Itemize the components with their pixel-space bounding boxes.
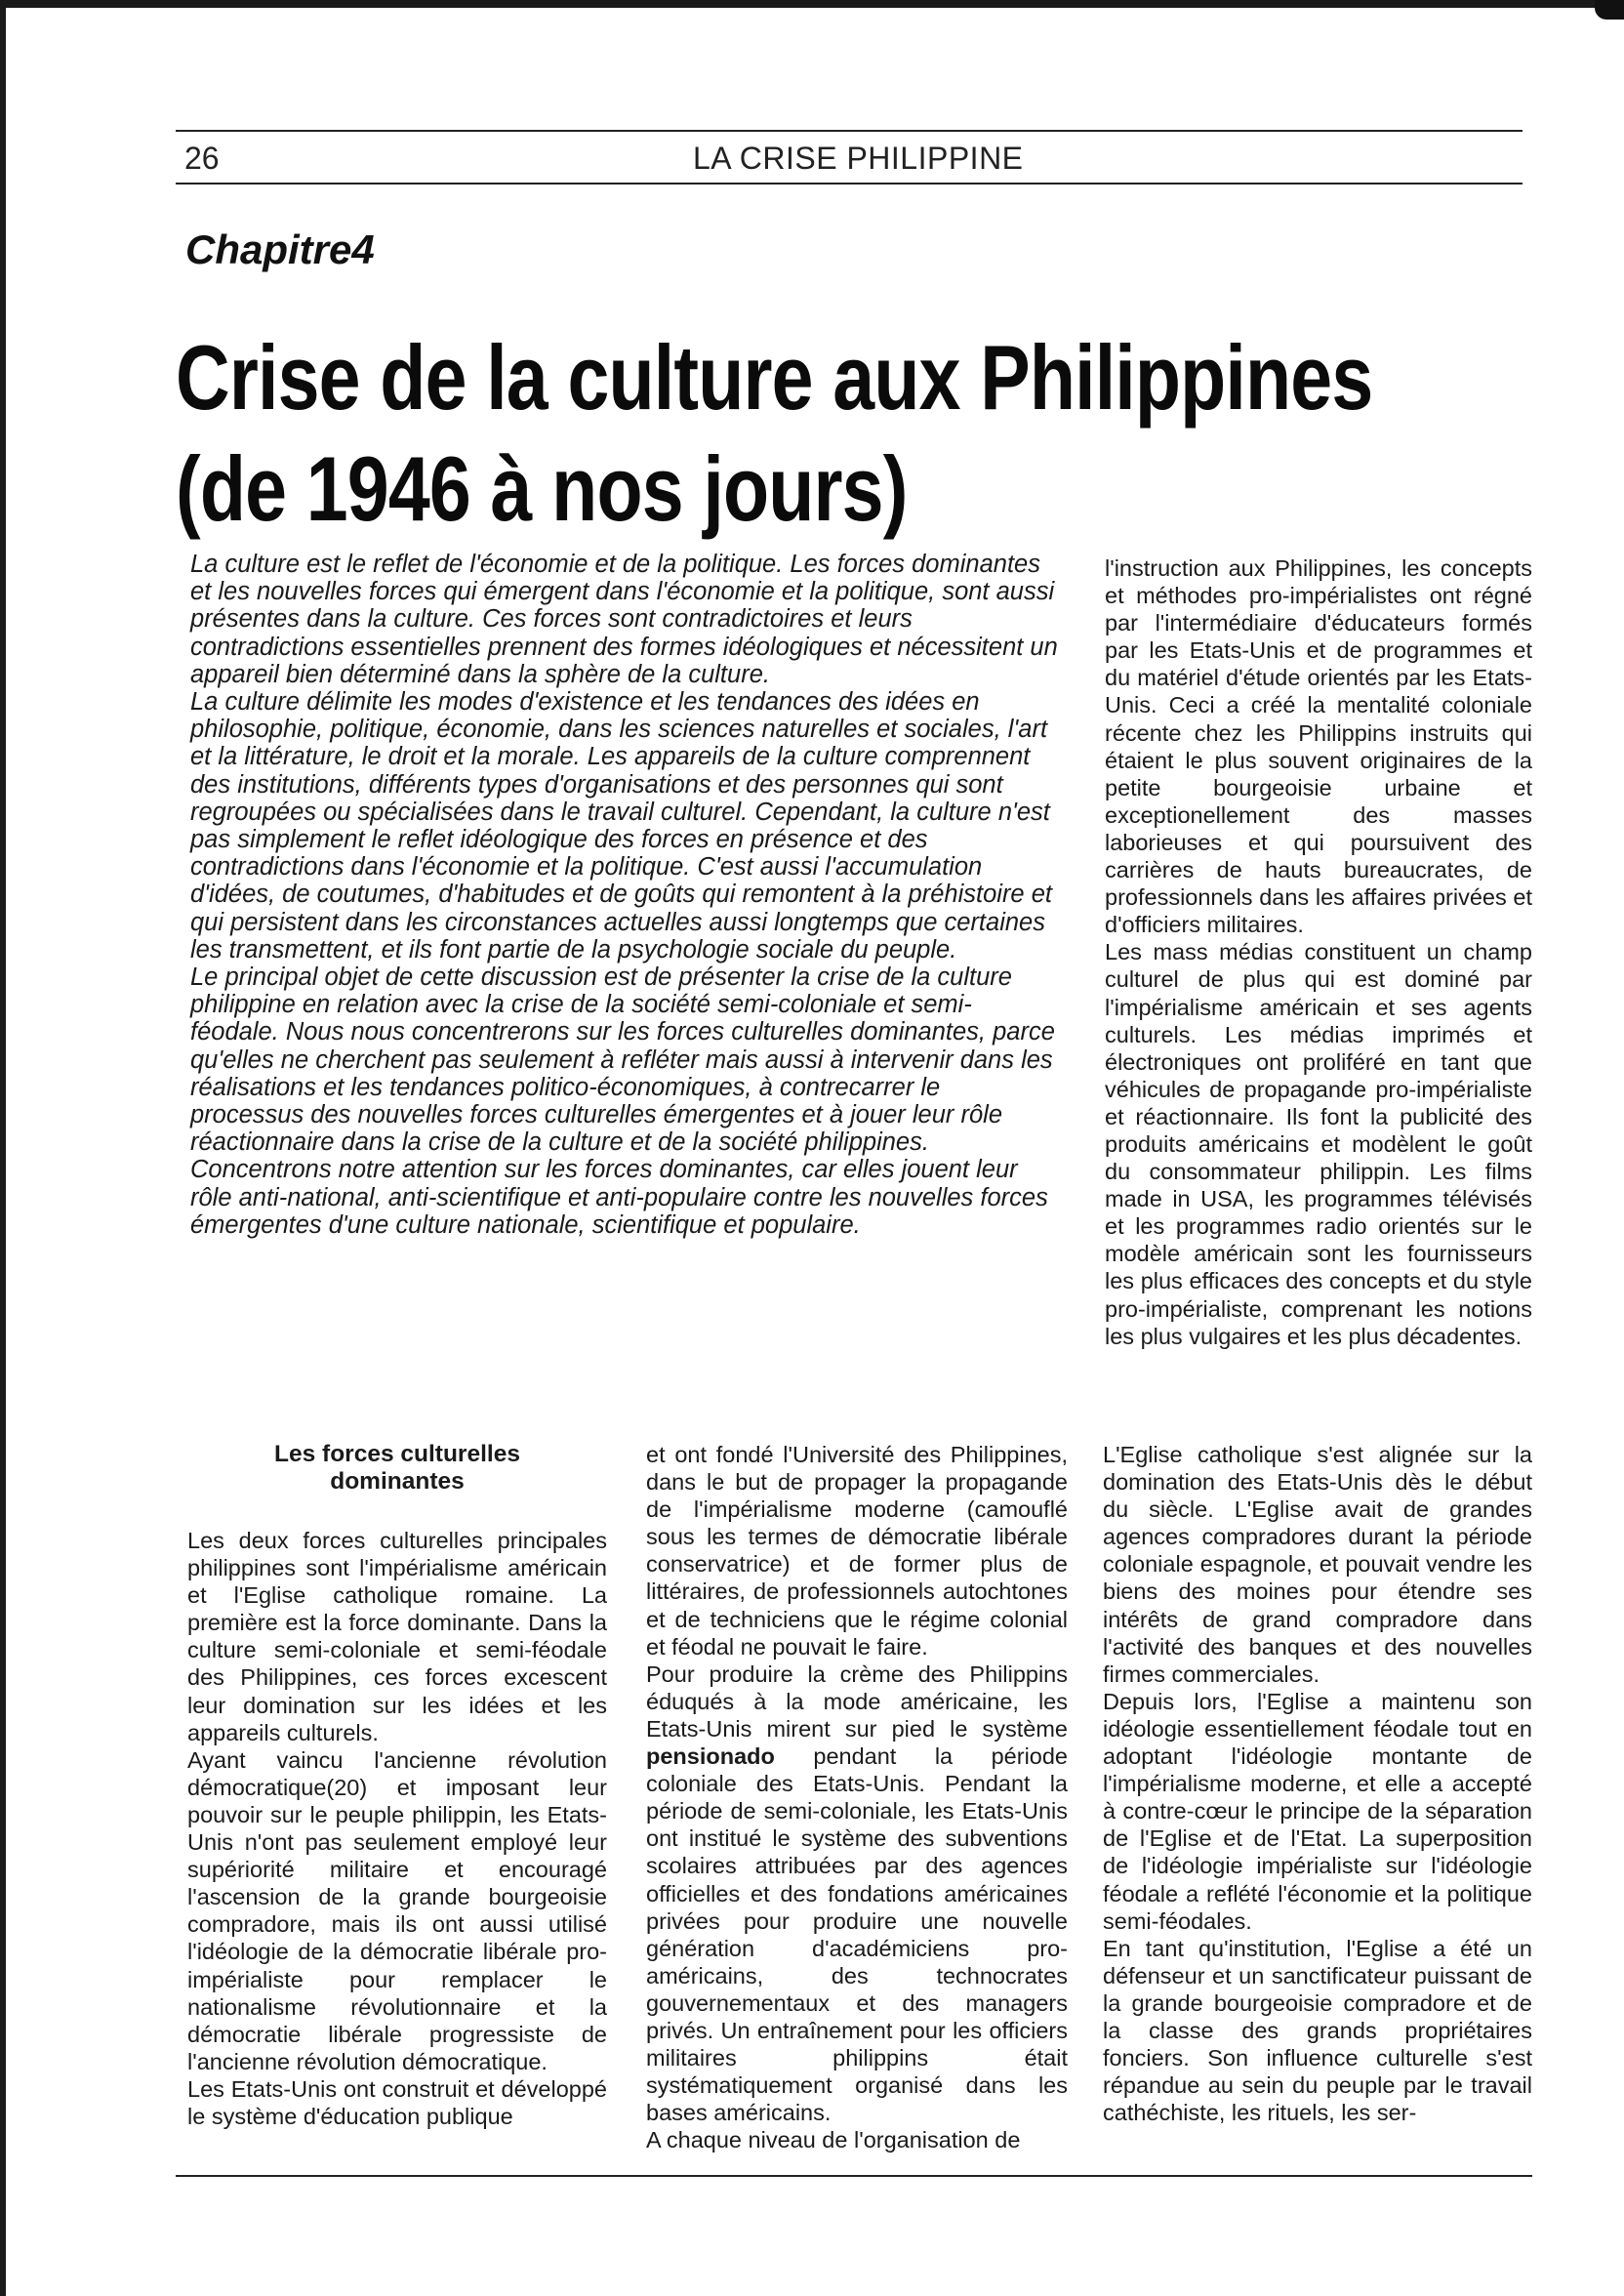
intro-paragraph: Concentrons notre attention sur les forces dominantes, car elles jouent leur rôle anti-national, anti-scientifique et anti-populaire contre les nouvelles forces émergentes d'une culture nationale, scientifique et populaire. [190,1156,1048,1239]
right-column-top [1105,554,1532,1350]
chapter-title-line-2: (de 1946 à nos jours) [176,437,908,540]
chapter-title [176,322,1373,545]
body-paragraph: Les mass médias constituent un champ culturel de plus qui est dominé par l'impérialisme américain et ses agents culturels. Les médias imprimés et électroniques ont proliféré en tant que véhicules de propagande pro-impérialiste et réactionnaire. Ils font la publicité des produits américains et modèlent le goût du consommateur philippin. Les films made in USA, les programmes télévisés et les programmes radio orientés sur le modèle américain sont les fournisseurs les plus efficaces des concepts et du style pro-impérialiste, comprenant les notions les plus vulgaires et les plus décadentes. [1105,939,1532,1349]
body-paragraph: L'Eglise catholique s'est alignée sur la domination des Etats-Unis dès le début du siècle. L'Eglise avait de grandes agences compradores durant la période coloniale espagnole, et pouvait vendre les biens des moines pour étendre ses intérêts de grand compradore dans l'activité des banques et des nouvelles firmes commerciales. [1103,1442,1532,1687]
intro-text [190,551,1059,1239]
chapter-label: Chapitre4 [185,226,375,272]
section-heading: Les forces culturelles dominantes [274,1441,520,1495]
body-paragraph: En tant qu'institution, l'Eglise a été un défenseur et un sanctificateur puissant de la grande bourgeoisie compradore et de la classe des grands propriétaires fonciers. Son influence culturelle s'est répandue au sein du peuple par le travail cathéchiste, les rituels, les ser- [1103,1935,1532,2126]
column-a [187,1441,607,2130]
header-rule-bottom [176,183,1522,184]
body-paragraph: Depuis lors, l'Eglise a maintenu son idéologie essentiellement féodale tout en adoptant l'idéologie montante de l'impérialisme moderne, et elle a accepté à contre-cœur le principe de la séparation de l'Eglise et de l'Etat. La superposition de l'idéologie impérialiste sur l'idéologie féodale a reflété l'économie et la politique semi-féodales. [1103,1688,1532,1934]
body-paragraph: A chaque niveau de l'organisation de [646,2127,1021,2153]
chapter-title-line-1: Crise de la culture aux Philippines [176,326,1373,429]
bold-term: pensionado [646,1743,775,1770]
body-text: Pour produire la crème des Philippins éduqués à la mode américaine, les Etats-Unis mirent sur pied le système [646,1660,1068,1742]
page-number: 26 [184,141,220,176]
body-paragraph: Les deux forces culturelles principales philippines sont l'impérialisme américain et l'Eglise catholique romaine. La première est la force dominante. Dans la culture semi-coloniale et semi-féodale des Philippines, ces forces excescent leur domination sur les idées et les appareils culturels. [187,1528,607,1745]
header-rule-top [176,130,1522,132]
scan-border-left [0,0,6,2296]
intro-paragraph: Le principal objet de cette discussion est de présenter la crise de la culture philippine en relation avec la crise de la société semi-coloniale et semi-féodale. Nous nous concentrerons sur les forces culturelles dominantes, parce qu'elles ne cherchent pas seulement à refléter mais aussi à intervenir dans les réalisations et les tendances politico-économiques, à contrecarrer le processus des nouvelles forces culturelles émergentes et à jouer leur rôle réactionnaire dans la crise de la culture et de la société philippines. [190,964,1055,1157]
body-paragraph: Ayant vaincu l'ancienne révolution démocratique(20) et imposant leur pouvoir sur le peuple philippin, les Etats-Unis n'ont pas seulement employé leur supériorité militaire et encouragé l'ascension de la grande bourgeoisie compradore, mais ils ont aussi utilisé l'idéologie de la démocratie libérale pro-impérialiste pour remplacer le nationalisme révolutionnaire et la démocratie libérale progressiste de l'ancienne révolution démocratique. [187,1746,607,2074]
body-paragraph: et ont fondé l'Université des Philippines, dans le but de propager la propagande de l'impérialisme moderne (camouflé sous les termes de démocratie libérale conservatrice) et de former plus de littéraires, de professionnels autochtones et de techniciens que le régime colonial et féodal ne pouvait le faire. [646,1442,1068,1660]
intro-paragraph: La culture est le reflet de l'économie et de la politique. Les forces dominantes et les nouvelles forces qui émergent dans l'économie et la politique, sont aussi présentes dans la culture. Ces forces sont contradictoires et leurs contradictions essentielles prennent des formes idéologiques et nécessitent un appareil bien déterminé dans la sphère de la culture. [190,551,1058,688]
scan-corner-mark [1595,0,1624,20]
footer-rule [176,2175,1532,2177]
body-text: pendant la période coloniale des Etats-Unis. Pendant la période de semi-coloniale, les Etats-Unis ont institué le système des subventions scolaires attribuées par des agences officielles et des fondations américaines privées pour produire une nouvelle génération d'académiciens pro-américains, des technocrates gouvernementaux et des managers privés. Un entraînement pour les officiers militaires philippins était systématiquement organisé dans les bases américains. [646,1743,1068,2126]
intro-paragraph: La culture délimite les modes d'existence et les tendances des idées en philosophie, politique, économie, dans les sciences naturelles et sociales, l'art et la littérature, le droit et la morale. Les appareils de la culture comprennent des institutions, différents types d'organisations et des personnes qui sont regroupées ou spécialisées dans le travail culturel. Cependant, la culture n'est pas simplement le reflet idéologique des forces en présence et des contradictions dans l'économie et la politique. C'est aussi l'accumulation d'idées, de coutumes, d'habitudes et de goûts qui remontent à la préhistoire et qui persistent dans les circonstances actuelles aussi longtemps que certaines les transmettent, et ils font partie de la psychologie sociale du peuple. [190,688,1052,964]
body-paragraph [646,1660,1068,2127]
running-head: LA CRISE PHILIPPINE [693,141,1024,176]
column-b [646,1441,1068,2153]
column-c [1103,1441,1532,2126]
body-paragraph: l'instruction aux Philippines, les concepts et méthodes pro-impérialistes ont régné par l'intermédiaire d'éducateurs formés par les Etats-Unis et de programmes et du matériel d'étude orientés par les Etats-Unis. Ceci a créé la mentalité coloniale récente chez les Philippins instruits qui étaient le plus souvent originaires de la petite bourgeoisie urbaine et exceptionellement des masses laborieuses et qui poursuivent des carrières de hauts bureaucrates, de professionnels dans les affaires privées et d'officiers militaires. [1105,555,1532,938]
body-paragraph: Les Etats-Unis ont construit et développé le système d'éducation publique [187,2075,607,2129]
scan-border-top [0,0,1624,8]
